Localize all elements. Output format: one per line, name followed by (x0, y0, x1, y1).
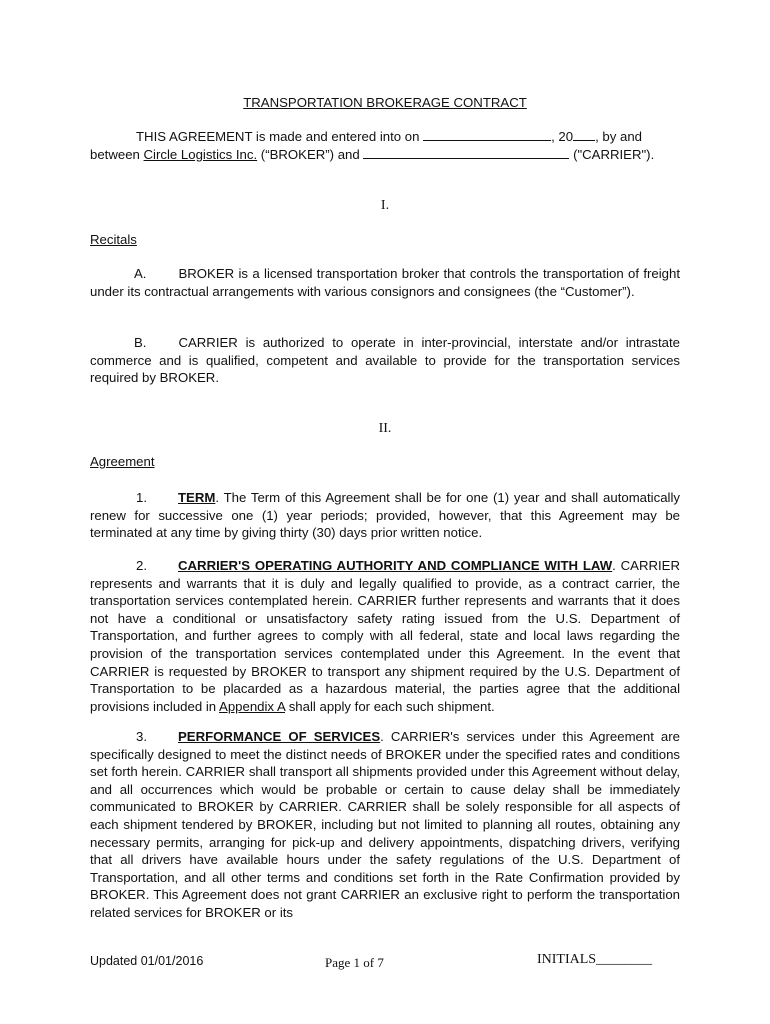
footer-page-number: Page 1 of 7 (325, 955, 384, 970)
clause-operating-authority-title: CARRIER'S OPERATING AUTHORITY AND COMPLIANCE WITH LAW (178, 558, 613, 573)
carrier-name-blank[interactable] (363, 146, 569, 159)
appendix-a-link[interactable]: Appendix A (219, 698, 286, 714)
section-numeral-1: I. (380, 198, 390, 213)
footer-initials[interactable]: INITIALS________ (537, 952, 653, 967)
intro-paragraph: THIS AGREEMENT is made and entered into on , 20 , by and between Circle Logistics Inc. (“BROKER”) and ("CARRIER"). (90, 129, 655, 162)
clause-performance-title: PERFORMANCE OF SERVICES (178, 729, 381, 744)
year-blank[interactable] (573, 128, 595, 141)
footer-updated: Updated 01/01/2016 (90, 954, 204, 968)
contract-title: TRANSPORTATION BROKERAGE CONTRACT (243, 95, 527, 110)
clause-term: 1. TERM. The Term of this Agreement shall be for one (1) year and shall automatically renew for successive one (1) year periods; provided, however, that this Agreement may be terminated at any time by giving thirty (30) days prior written notice. (90, 490, 680, 541)
agreement-heading: Agreement (90, 454, 155, 469)
date-blank[interactable] (423, 128, 551, 141)
recitals-heading: Recitals (90, 232, 137, 247)
recital-b: B. CARRIER is authorized to operate in inter-provincial, interstate and/or intrastate commerce and is qualified, competent and available to provide for the transportation services required by BROKER. (90, 335, 680, 386)
broker-name: Circle Logistics Inc. (143, 146, 258, 162)
clause-operating-authority: 2. CARRIER'S OPERATING AUTHORITY AND COMPLIANCE WITH LAW. CARRIER represents and warrants that it is duly and legally qualified to provide, as a contract carrier, the transportation services contemplated herein. CARRIER further represents and warrants that it does not have a conditional or unsatisfactory safety rating issued from the U.S. Department of Transportation, and further agrees to comply with all federal, state and local laws regarding the provision of the transportation services contemplated under this Agreement. In the event that CARRIER is requested by BROKER to transport any shipment required by the U.S. Department of Transportation to be placarded as a hazardous material, the parties agree that the additional provisions included in Appendix A shall apply for each such shipment. (90, 558, 680, 714)
clause-performance: 3. PERFORMANCE OF SERVICES. CARRIER's services under this Agreement are specifically designed to meet the distinct needs of BROKER under the specified rates and conditions set forth herein. CARRIER shall transport all shipments provided under this Agreement without delay, and all occurrences which would be probable or certain to cause delay shall be immediately communicated to BROKER by CARRIER. CARRIER shall be solely responsible for all aspects of each shipment tendered by BROKER, including but not limited to planning all routes, obtaining any necessary permits, arranging for pick-up and delivery appointments, dispatching drivers, verifying that all drivers have available hours under the safety regulations of the U.S. Department of Transportation, and all other terms and conditions set forth in the Rate Confirmation provided by BROKER. This Agreement does not grant CARRIER an exclusive right to perform the transportation related services for BROKER or its (90, 729, 680, 920)
section-numeral-2: II. (378, 421, 392, 436)
clause-term-title: TERM (178, 490, 216, 505)
recital-a: A. BROKER is a licensed transportation broker that controls the transportation of freight under its contractual arrangements with various consignors and consignees (the “Customer”). (90, 266, 680, 299)
